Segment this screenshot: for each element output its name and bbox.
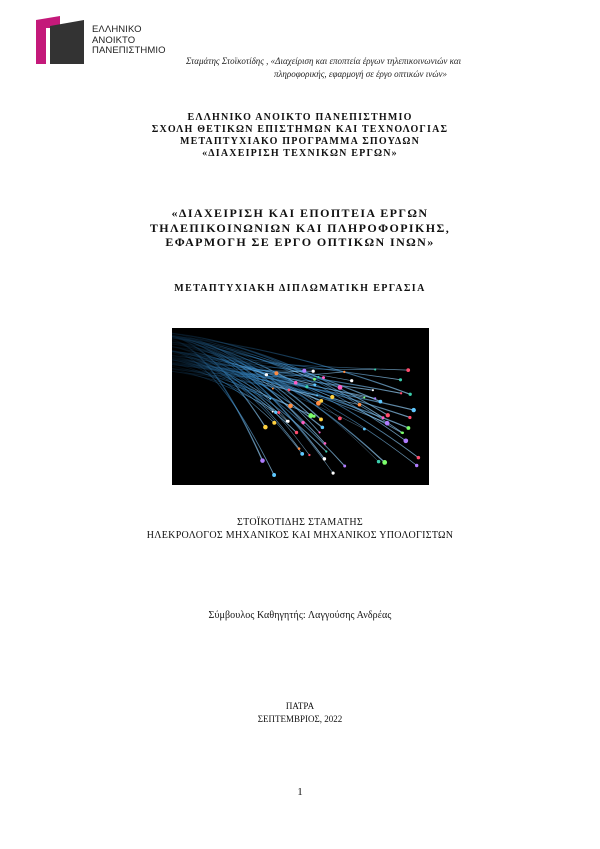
fiber-tip — [374, 368, 376, 370]
fiber-tip — [263, 425, 268, 430]
fiber-tip — [415, 464, 418, 467]
author-name: ΣΤΟΪΚΟΤΙΔΗΣ ΣΤΑΜΑΤΗΣ — [237, 517, 363, 528]
fiber-tip — [316, 394, 318, 396]
logo-line: ΑΝΟΙΚΤΟ — [92, 34, 136, 46]
fiber-tip — [379, 400, 383, 404]
fiber-tip — [409, 393, 412, 396]
fiber-tip — [385, 421, 390, 426]
fiber-tip — [323, 457, 326, 460]
logo-line: ΕΛΛΗΝΙΚΟ — [92, 24, 142, 35]
page-number: 1 — [297, 786, 303, 798]
institution-line: ΕΛΛΗΝΙΚΟ ΑΝΟΙΚΤΟ ΠΑΝΕΠΙΣΤΗΜΙΟ — [187, 112, 413, 123]
fiber-tip — [386, 413, 390, 417]
fiber-tip — [288, 389, 291, 392]
institution-line: ΣΧΟΛΗ ΘΕΤΙΚΩΝ ΕΠΙΣΤΗΜΩΝ ΚΑΙ ΤΕΧΝΟΛΟΓΙΑΣ — [151, 124, 449, 135]
logo-line: ΠΑΝΕΠΙΣΤΗΜΙΟ — [92, 45, 166, 56]
thesis-title — [0, 206, 600, 250]
fiber-tip — [312, 370, 315, 373]
fiber-tip — [363, 396, 365, 398]
fiber-tip — [265, 373, 268, 376]
fiber-tip — [358, 403, 362, 407]
fiber-tip — [338, 385, 343, 390]
fiber-tip — [301, 421, 304, 424]
fiber-tip — [350, 379, 353, 382]
fiber-optic-illustration — [172, 328, 429, 485]
logo-mark-icon — [36, 16, 88, 64]
author-block — [0, 516, 600, 542]
logo-wordmark — [92, 25, 166, 57]
fiber-tip — [343, 465, 346, 468]
fiber-tip — [401, 432, 403, 434]
title-line: ΕΦΑΡΜΟΓΗ ΣΕ ΕΡΓΟ ΟΠΤΙΚΩΝ ΙΝΩΝ» — [165, 235, 435, 249]
fiber-tip — [272, 411, 274, 413]
fiber-tip — [325, 450, 327, 452]
fiber-tip — [319, 399, 323, 403]
fiber-tip — [294, 381, 298, 385]
fiber-tip — [300, 452, 304, 456]
fiber-tip — [313, 378, 316, 381]
advisor: Σύμβουλος Καθηγητής: Λαγγούσης Ανδρέας — [208, 610, 392, 621]
fiber-tip — [403, 438, 408, 443]
fiber-tip — [324, 442, 327, 445]
fiber-tip — [338, 417, 342, 421]
fiber-tip — [382, 460, 387, 465]
institution-line: «ΔΙΑΧΕΙΡΙΣΗ ΤΕΧΝΙΚΩΝ ΕΡΓΩΝ» — [202, 148, 398, 159]
fiber-tip — [260, 458, 265, 463]
fiber-tip — [272, 473, 276, 477]
fiber-tip — [377, 460, 381, 464]
fiber-tip — [321, 426, 325, 430]
fiber-tip — [408, 416, 411, 419]
fiber-tip — [330, 395, 334, 399]
fiber-tip — [269, 398, 271, 400]
running-header-line-1: Σταμάτης Στοϊκοτίδης , «Διαχείριση και εποπτεία έργων τηλεπικοινωνιών και — [186, 56, 462, 66]
fiber-tip — [272, 421, 276, 425]
fiber-tip — [305, 385, 308, 388]
author-title: ΗΛΕΚΡΟΛΟΓΟΣ ΜΗΧΑΝΙΚΟΣ ΚΑΙ ΜΗΧΑΝΙΚΟΣ ΥΠΟΛΟΓΙΣΤΩΝ — [146, 530, 454, 541]
institution-line: ΜΕΤΑΠΤΥΧΙΑΚΟ ΠΡΟΓΡΑΜΜΑ ΣΠΟΥΔΩΝ — [180, 136, 420, 147]
fiber-tip — [332, 472, 335, 475]
fiber-tip — [412, 408, 416, 412]
institution-block — [0, 112, 600, 160]
fiber-tip — [400, 392, 402, 394]
date: ΣΕΠΤΕΜΒΡΙΟΣ, 2022 — [257, 714, 343, 724]
fiber-tip — [277, 411, 280, 414]
university-logo — [36, 16, 186, 66]
fiber-tip — [372, 389, 374, 391]
fiber-tip — [272, 388, 274, 390]
title-line: ΤΗΛΕΠΙΚΟΙΝΩΝΙΩΝ ΚΑΙ ΠΛΗΡΟΦΟΡΙΚΗΣ, — [149, 220, 451, 235]
fiber-tip — [274, 371, 278, 375]
fiber-tip — [343, 371, 345, 373]
fiber-tip — [308, 454, 310, 456]
fiber-tip — [319, 431, 321, 433]
running-header-line-2: πληροφορικής, εφαρμογή σε έργο οπτικών ινών» — [274, 69, 448, 79]
thesis-type: ΜΕΤΑΠΤΥΧΙΑΚΗ ΔΙΠΛΩΜΑΤΙΚΗ ΕΡΓΑΣΙΑ — [174, 283, 426, 294]
fiber-tip — [363, 428, 366, 431]
city: ΠΑΤΡΑ — [285, 701, 315, 711]
fiber-tip — [417, 456, 421, 460]
fiber-tip — [302, 369, 306, 373]
fiber-tip — [406, 368, 410, 372]
fiber-tip — [322, 376, 325, 379]
fiber-tip — [286, 420, 289, 423]
fiber-tip — [382, 416, 385, 419]
running-header — [186, 55, 566, 81]
title-line: «ΔΙΑΧΕΙΡΙΣΗ ΚΑΙ ΕΠΟΠΤΕΙΑ ΕΡΓΩΝ — [171, 206, 429, 220]
fiber-tip — [319, 417, 323, 421]
fiber-tip — [298, 447, 301, 450]
fiber-tip — [274, 411, 277, 414]
fiber-tip — [399, 378, 402, 381]
fiber-tip — [406, 426, 410, 430]
fiber-tip — [295, 431, 298, 434]
fiber-tip — [288, 404, 293, 409]
fiber-tip — [317, 376, 319, 378]
fiber-tip — [308, 413, 313, 418]
fiber-tip — [374, 397, 376, 399]
fiber-optic-cover-image — [172, 328, 429, 485]
fiber-tip — [313, 383, 316, 386]
place-date — [0, 700, 600, 726]
